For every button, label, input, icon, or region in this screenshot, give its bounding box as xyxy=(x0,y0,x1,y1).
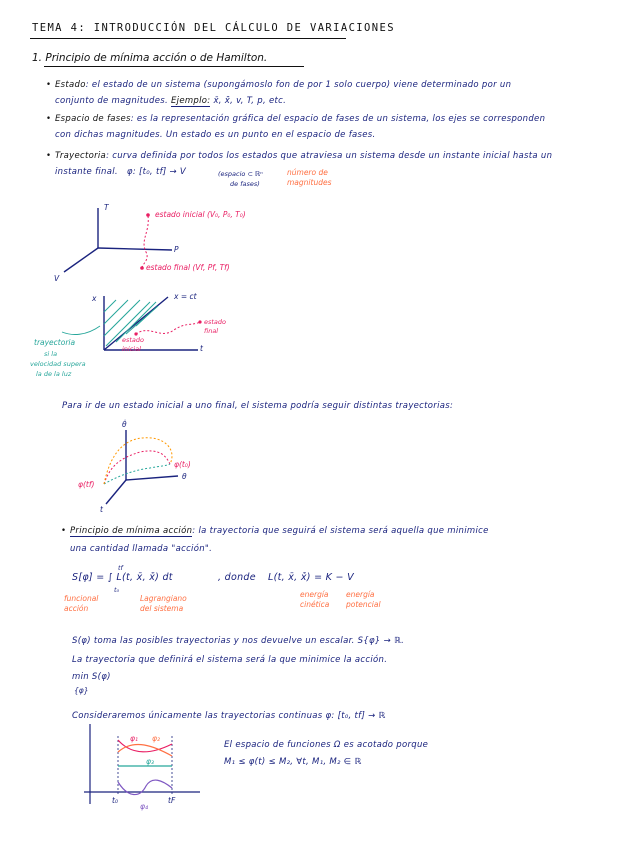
d1-axis-T: T xyxy=(104,203,109,212)
principio-line2: una cantidad llamada "acción". xyxy=(70,544,213,554)
estado-line2: conjunto de magnitudes. xyxy=(55,96,168,106)
d3-phi-tf: φ(tf) xyxy=(78,480,95,489)
diagram4-phi1 xyxy=(118,740,172,752)
estado-label: Estado xyxy=(55,80,86,90)
lagrangian-formula: L(t, x̄, x̄̇) = K − V xyxy=(268,572,354,583)
diagram2-note-arrow xyxy=(62,326,100,334)
principio-label: Principio de mínima acción xyxy=(70,526,193,536)
espacio-line1: : es la representación gráfica del espacio de fases de un sistema, los ejes se corresponden xyxy=(130,114,546,124)
energia-pot-label: energía potencial xyxy=(346,590,381,609)
action-lower: t₀ xyxy=(114,586,120,594)
diagram1-path xyxy=(142,216,148,268)
d4-phi2: φ₂ xyxy=(152,734,160,743)
d3-axis-t: t xyxy=(100,505,103,514)
d2-axis-x: x xyxy=(92,294,97,303)
diagram2-final-point xyxy=(198,320,201,323)
trayectoria-formula-sub: (espacio ⊂ ℝⁿ xyxy=(218,170,263,178)
d1-axis-P: P xyxy=(174,245,179,254)
d4-phi3: φ₃ xyxy=(146,757,154,766)
d1-final: estado final (Vf, Pf, Tf) xyxy=(146,263,230,272)
d4-tf: tF xyxy=(168,796,176,805)
min-line2: {φ} xyxy=(74,686,89,695)
trayectoria-formula: φ: [t₀, tf] → V xyxy=(126,167,187,177)
d4-phi4: φ₄ xyxy=(140,802,148,811)
diagram2-trayectoria xyxy=(136,322,200,334)
trayectoria-note: número de magnitudes xyxy=(287,168,332,187)
d3-axis-theta-dot: θ̇ xyxy=(122,420,127,429)
s-line: S(φ) toma las posibles trayectorias y nos devuelve un escalar. S{φ} → ℝ. xyxy=(72,636,405,646)
principio-item xyxy=(70,526,489,536)
diagram1-final-point xyxy=(140,266,144,270)
d3-axis-theta: θ xyxy=(182,472,187,481)
tray-line: La trayectoria que definirá el sistema será la que minimice la acción. xyxy=(72,655,388,665)
d2-initial: estado inicial xyxy=(122,336,145,353)
diagram3-axes xyxy=(106,430,178,504)
energia-cin-label: energía cinética xyxy=(300,590,330,609)
d2-line-label: x = ct xyxy=(174,292,197,301)
min-line1: min S(φ) xyxy=(72,672,111,682)
d1-axis-V: V xyxy=(54,274,60,283)
d2-note-2: velocidad supera xyxy=(30,360,86,368)
d3-phi-t0: φ(t₀) xyxy=(174,460,191,469)
para-ir-text: Para ir de un estado inicial a uno final, el sistema podría seguir distintas trayectorias: xyxy=(62,401,454,411)
espacio-line2: con dichas magnitudes. Un estado es un punto en el espacio de fases. xyxy=(55,130,376,140)
d4-phi1: φ₁ xyxy=(130,734,138,743)
trayectoria-line2: instante final. xyxy=(55,167,118,177)
lagrangiano-label: Lagrangiano del sistema xyxy=(140,594,187,613)
section-heading: 1. Principio de mínima acción o de Hamilton. xyxy=(32,52,268,64)
action-donde: , donde xyxy=(218,572,256,583)
diagram4-phi2 xyxy=(118,744,172,756)
trayectoria-line1: : curva definida por todos los estados que atraviesa un sistema desde un instante inicial hasta un xyxy=(106,151,553,161)
espacio-label: Espacio de fases xyxy=(55,114,131,124)
diagram3-path2 xyxy=(104,464,170,484)
d2-trayectoria: trayectoria xyxy=(34,338,76,347)
ejemplo-label: Ejemplo: xyxy=(170,96,211,106)
funcional-label: funcional acción xyxy=(64,594,99,613)
consider-line: Consideraremos únicamente las trayectorias continuas φ: [t₀, tf] → ℝ xyxy=(72,711,386,721)
d1-initial: estado inicial (V₀, P₀, T₀) xyxy=(155,210,246,219)
espacio-funciones-text: El espacio de funciones Ω es acotado porque xyxy=(224,740,429,750)
page-title: TEMA 4: INTRODUCCIÓN DEL CÁLCULO DE VARIACIONES xyxy=(32,22,395,34)
action-upper: tf xyxy=(118,564,123,572)
cota-text: M₁ ≤ φ(t) ≤ M₂, ∀t, M₁, M₂ ∈ ℝ xyxy=(224,757,362,767)
d2-note-1: si la xyxy=(44,350,58,358)
d2-note-3: la de la luz xyxy=(36,370,72,378)
d4-t0: t₀ xyxy=(112,796,118,805)
trayectoria-label: Trayectoria xyxy=(55,151,107,161)
action-formula: S[φ] = ∫ L(t, x̄, x̄̇) dt xyxy=(72,572,173,583)
trayectoria-formula-sub2: de fases) xyxy=(230,180,260,188)
diagram1-initial-point xyxy=(146,213,150,217)
ejemplo-value: x̄, x̄̇, v, T, p, etc. xyxy=(213,96,287,106)
d2-final: estado final xyxy=(204,318,227,335)
estado-line1: : el estado de un sistema (supongámoslo fon de por 1 solo cuerpo) viene determinado por un xyxy=(85,80,512,90)
d2-axis-t: t xyxy=(200,344,203,353)
principio-line1: : la trayectoria que seguirá el sistema será aquella que minimice xyxy=(192,526,489,536)
